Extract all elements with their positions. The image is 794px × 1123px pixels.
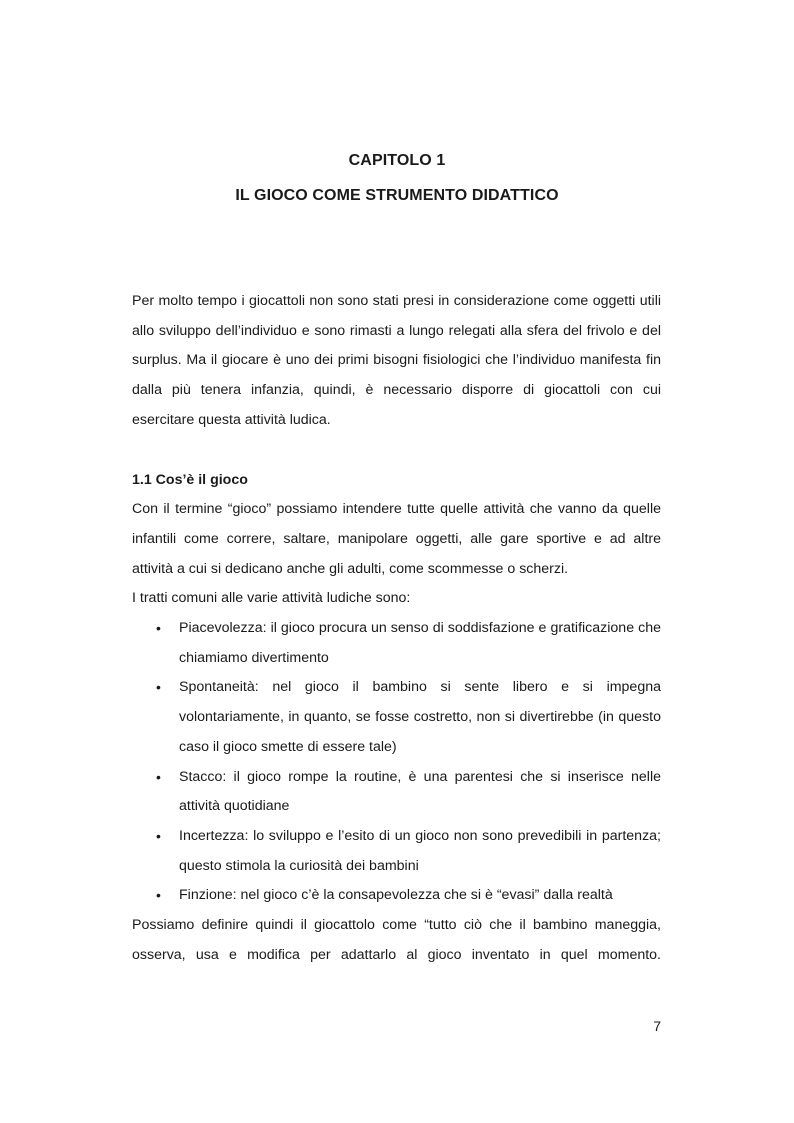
bullet-icon: • — [156, 827, 161, 844]
traits-list — [132, 614, 661, 911]
intro-paragraph: Per molto tempo i giocattoli non sono stati presi in considerazione come oggetti utili allo sviluppo dell’individuo e sono rimasti a lungo relegati alla sfera del frivolo e del surplus. Ma il giocare è uno dei primi bisogni fisiologici che l’individuo manifesta fin dalla più tenera infanzia, quindi, è necessario disporre di giocattoli con cui esercitare questa attività ludica. — [132, 293, 661, 428]
bullet-icon: • — [156, 768, 161, 785]
list-item — [132, 614, 661, 673]
list-item-text: Stacco: il gioco rompe la routine, è una parentesi che si inserisce nelle attività quotidiane — [179, 768, 661, 815]
list-item — [132, 881, 661, 911]
bullet-icon: • — [156, 887, 161, 904]
list-item — [132, 763, 661, 822]
bullet-icon: • — [156, 679, 161, 696]
bullet-icon: • — [156, 620, 161, 637]
list-item — [132, 822, 661, 881]
chapter-number: CAPITOLO 1 — [348, 152, 446, 169]
chapter-title: IL GIOCO COME STRUMENTO DIDATTICO — [235, 187, 559, 204]
body-text — [132, 287, 661, 970]
list-item — [132, 673, 661, 762]
list-item-text: Spontaneità: nel gioco il bambino si sente libero e si impegna volontariamente, in quanto, se fosse costretto, non si divertirebbe (in questo caso il gioco smette di essere tale) — [179, 679, 661, 755]
list-item-text: Finzione: nel gioco c’è la consapevolezza che si è “evasi” dalla realtà — [179, 887, 613, 904]
page-number: 7 — [653, 1018, 661, 1034]
list-item-text: Piacevolezza: il gioco procura un senso di soddisfazione e gratificazione che chiamiamo divertimento — [179, 620, 661, 666]
list-item-text: Incertezza: lo sviluppo e l’esito di un gioco non sono prevedibili in partenza; questo stimola la curiosità dei bambini — [179, 827, 661, 874]
closing-paragraph: Possiamo definire quindi il giocattolo come “tutto ciò che il bambino maneggia, osserva, usa e modifica per adattarlo al gioco inventato in quel momento. — [132, 917, 661, 963]
section-heading: 1.1 Cos’è il gioco — [132, 471, 248, 488]
list-intro: I tratti comuni alle varie attività ludiche sono: — [132, 590, 411, 607]
section-paragraph: Con il termine “gioco” possiamo intendere tutte quelle attività che vanno da quelle infantili come correre, saltare, manipolare oggetti, alle gare sportive e ad altre attività a cui si dedicano anche gli adulti, come scommesse o scherzi. — [132, 501, 661, 577]
